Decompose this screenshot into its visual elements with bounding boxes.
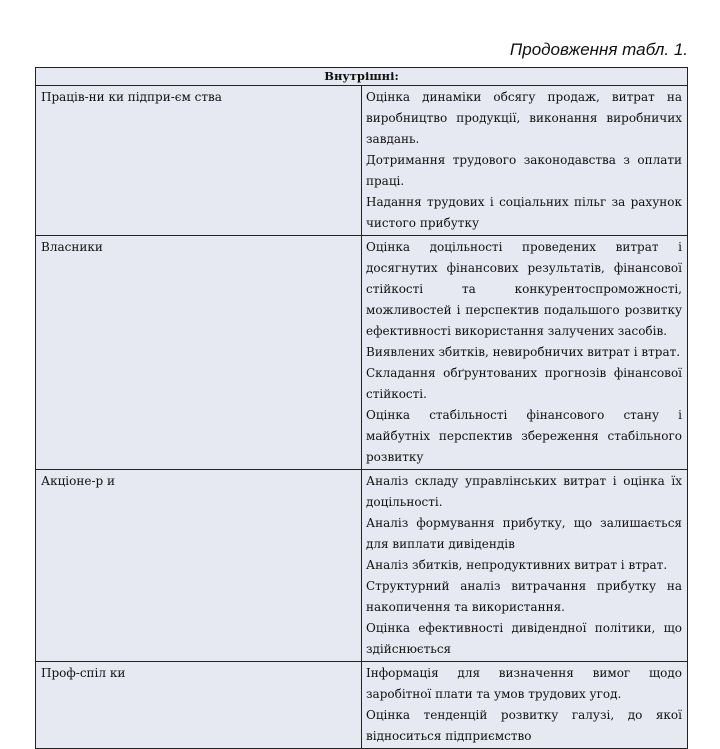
description-line: Структурний аналіз витрачання прибутку на накопичення та використання. <box>366 579 682 614</box>
stakeholders-table <box>35 67 688 749</box>
table-row-shareholders <box>36 470 688 662</box>
role-cell: Акціоне-р и <box>36 470 362 662</box>
description-cell <box>362 236 688 470</box>
description-cell <box>362 86 688 236</box>
description-line: Дотримання трудового законодавства з оплати праці. <box>366 153 682 188</box>
role-cell: Власники <box>36 236 362 470</box>
description-line: Аналіз збитків, непродуктивних витрат і втрат. <box>366 558 668 572</box>
description-line: Надання трудових і соціальних пільг за рахунок чистого прибутку <box>366 195 682 230</box>
description-cell <box>362 662 688 749</box>
description-line: Оцінка динаміки обсягу продаж, витрат на виробництво продукції, виконання виробничих завдань. <box>366 90 682 146</box>
description-cell <box>362 470 688 662</box>
description-line: Оцінка доцільності проведених витрат і досягнутих фінансових результатів, фінансової стійкості та конкурентоспроможності, можливостей і перспектив подальшого розвитку ефективності використання залучених засобів. <box>366 240 682 338</box>
table-row-trade-unions <box>36 662 688 749</box>
table-header-internal: Внутрішні: <box>36 68 688 86</box>
table-continuation-caption: Продовження табл. 1. <box>509 40 688 59</box>
description-line: Складання обґрунтованих прогнозів фінансової стійкості. <box>366 366 682 401</box>
table-header-row <box>36 68 688 86</box>
description-line: Оцінка стабільності фінансового стану і майбутніх перспектив збереження стабільного розвитку <box>366 408 682 464</box>
description-line: Оцінка тенденцій розвитку галузі, до якої відноситься підприємство <box>366 708 682 743</box>
description-line: Виявлених збитків, невиробничих витрат і втрат. <box>366 345 681 359</box>
table-row-employees <box>36 86 688 236</box>
description-line: Аналіз складу управлінських витрат і оцінка їх доцільності. <box>366 474 682 509</box>
role-cell: Проф-спіл ки <box>36 662 362 749</box>
role-cell: Праців-ни ки підпри-єм ства <box>36 86 362 236</box>
description-line: Аналіз формування прибутку, що залишається для виплати дивідендів <box>366 516 682 551</box>
description-line: Інформація для визначення вимог щодо заробітної плати та умов трудових угод. <box>366 666 682 701</box>
table-row-owners <box>36 236 688 470</box>
description-line: Оцінка ефективності дивідендної політики, що здійснюється <box>366 621 682 656</box>
